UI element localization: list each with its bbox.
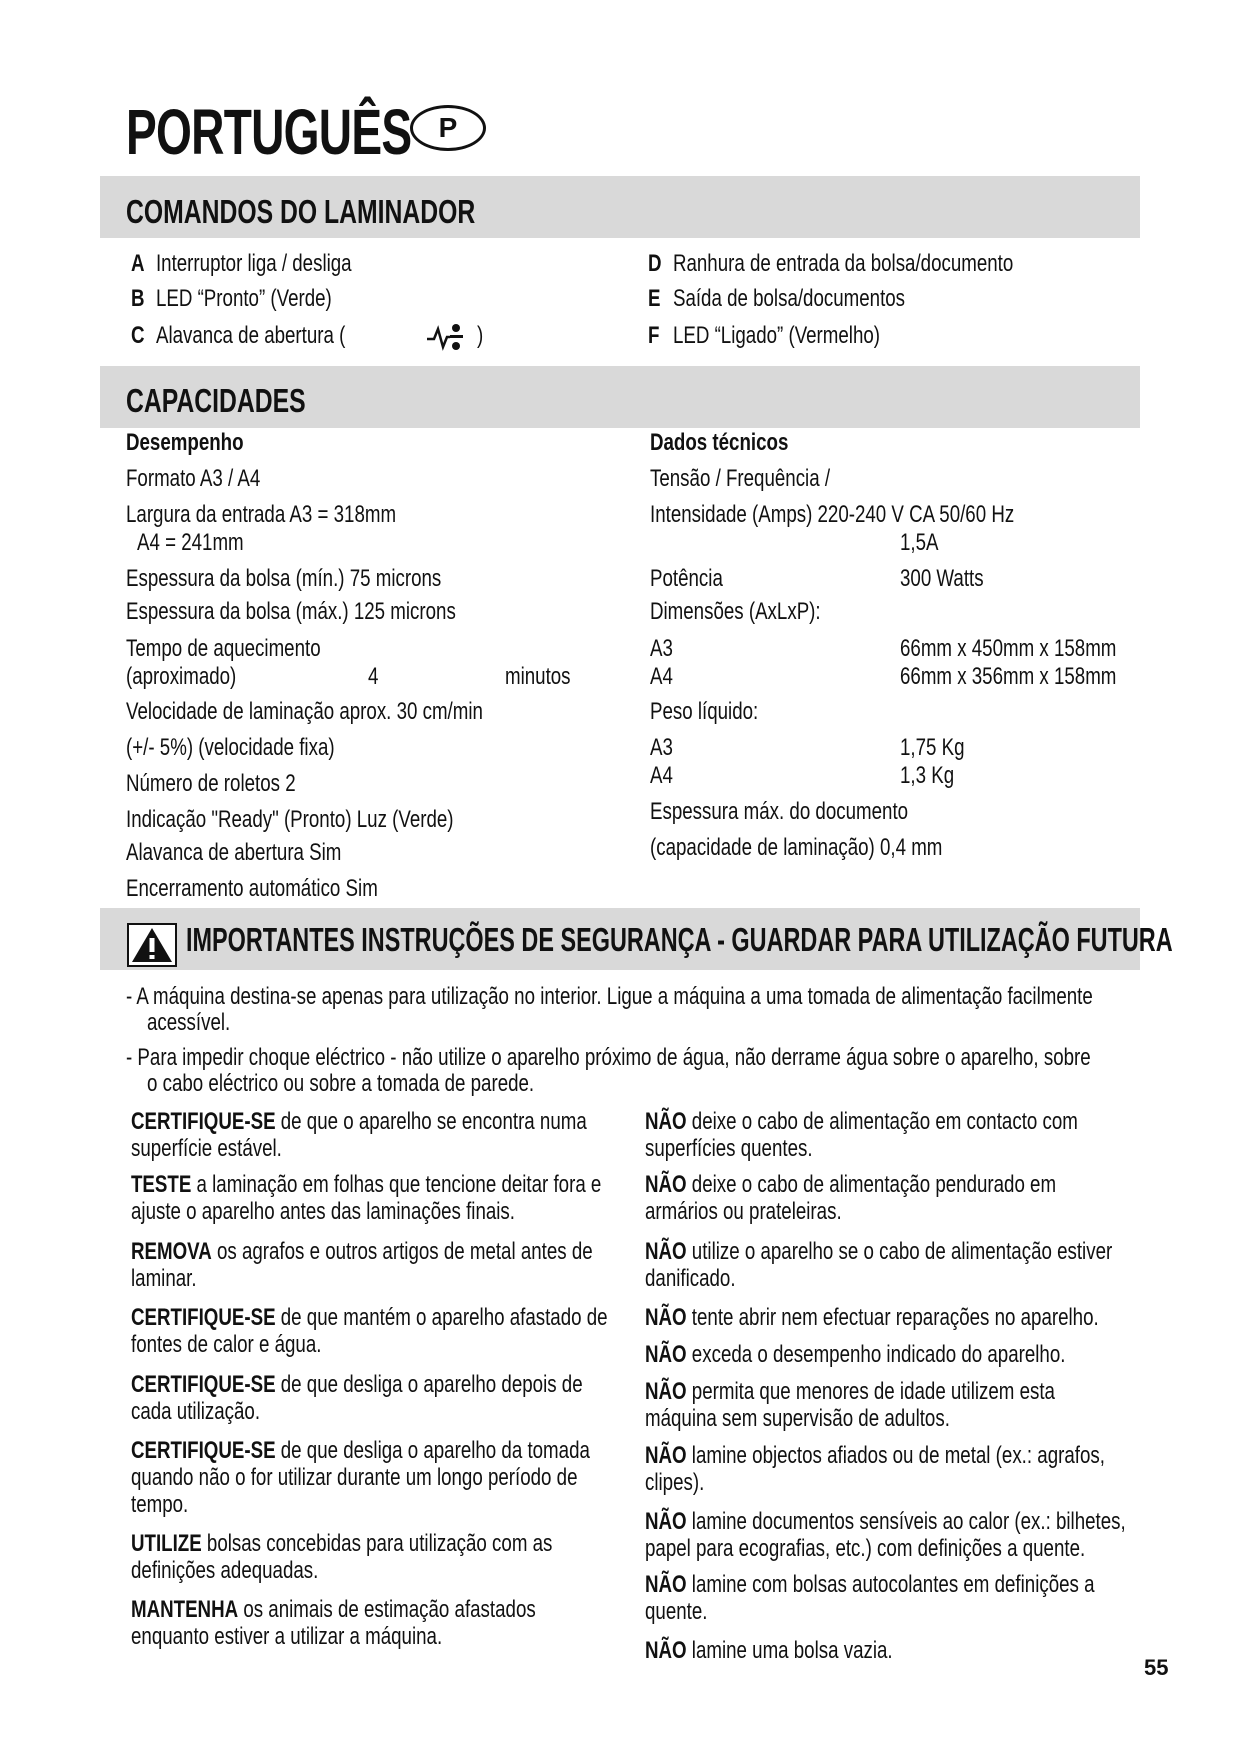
spec-release-lever: Alavanca de abertura Sim (126, 839, 342, 866)
controls-section-title: COMANDOS DO LAMINADOR (126, 193, 476, 230)
instruction-dont-adhesive-cont: quente. (645, 1598, 708, 1625)
instruction-do-use-pouches: UTILIZE bolsas concebidas para utilização com as (131, 1530, 553, 1557)
instruction-dont-children: NÃO permita que menores de idade utilizem esta (645, 1378, 1055, 1405)
spec-auto-shutoff: Encerramento automático Sim (126, 875, 378, 902)
performance-heading: Desempenho (126, 429, 244, 456)
spec-rollers: Número de roletos 2 (126, 770, 296, 797)
spec-entry-width-a4: A4 = 241mm (137, 529, 244, 556)
tech-dim-a3-value: 66mm x 450mm x 158mm (900, 635, 1117, 662)
tech-max-thickness-label: Espessura máx. do documento (650, 798, 909, 825)
lever-open-icon (426, 322, 466, 352)
tech-power-label: Potência (650, 565, 723, 592)
instruction-do-unplug-cont2: tempo. (131, 1491, 189, 1518)
instruction-do-heat-cont: fontes de calor e água. (131, 1331, 322, 1358)
instruction-do-test: TESTE a laminação em folhas que tencione deitar fora e (131, 1171, 602, 1198)
instruction-do-remove-cont: laminar. (131, 1265, 197, 1292)
instruction-do-pets-cont: enquanto estiver a utilizar a máquina. (131, 1623, 443, 1650)
instruction-dont-sharp: NÃO lamine objectos afiados ou de metal (ex.: agrafos, (645, 1442, 1105, 1469)
spec-warmup-approx: (aproximado) (126, 663, 237, 690)
instruction-do-heat: CERTIFIQUE-SE de que mantém o aparelho afastado de (131, 1304, 608, 1331)
instruction-dont-hot-surface: NÃO deixe o cabo de alimentação em contacto com (645, 1108, 1078, 1135)
safety-bullet-shock: - Para impedir choque eléctrico - não utilize o aparelho próximo de água, não derrame água sobre o aparelho, sobre (126, 1044, 1091, 1071)
page-title: PORTUGUÊS (126, 96, 412, 168)
warning-icon (127, 923, 177, 967)
instruction-dont-hang-cord-cont: armários ou prateleiras. (645, 1198, 842, 1225)
control-item-c: C Alavanca de abertura ( (131, 322, 346, 349)
tech-current: Intensidade (Amps) 220-240 V CA 50/60 Hz (650, 501, 1015, 528)
instruction-dont-hot-surface-cont: superfícies quentes. (645, 1135, 813, 1162)
tech-voltage-label: Tensão / Frequência / (650, 465, 831, 492)
control-item-d: D Ranhura de entrada da bolsa/documento (648, 250, 1014, 277)
instruction-do-stable: CERTIFIQUE-SE de que o aparelho se encontra numa (131, 1108, 587, 1135)
spec-ready-indicator: Indicação "Ready" (Pronto) Luz (Verde) (126, 806, 454, 833)
spec-speed-tolerance: (+/- 5%) (velocidade fixa) (126, 734, 335, 761)
spec-pouch-min: Espessura da bolsa (mín.) 75 microns (126, 565, 442, 592)
tech-dimensions-label: Dimensões (AxLxP): (650, 598, 821, 625)
control-item-a: A Interruptor liga / desliga (131, 250, 352, 277)
spec-speed: Velocidade de laminação aprox. 30 cm/min (126, 698, 483, 725)
capacities-section-title: CAPACIDADES (126, 382, 306, 419)
instruction-do-stable-cont: superfície estável. (131, 1135, 282, 1162)
tech-dim-a4-value: 66mm x 356mm x 158mm (900, 663, 1117, 690)
instruction-do-use-pouches-cont: definições adequadas. (131, 1557, 319, 1584)
instruction-dont-sharp-cont: clipes). (645, 1469, 705, 1496)
spec-warmup-unit: minutos (505, 663, 571, 690)
tech-max-thickness-value: (capacidade de laminação) 0,4 mm (650, 834, 943, 861)
spec-entry-width-a3: Largura da entrada A3 = 318mm (126, 501, 397, 528)
instruction-dont-heat-sensitive: NÃO lamine documentos sensíveis ao calor (ex.: bilhetes, (645, 1508, 1126, 1535)
instruction-dont-hang-cord: NÃO deixe o cabo de alimentação pendurado em (645, 1171, 1057, 1198)
spec-pouch-max: Espessura da bolsa (máx.) 125 microns (126, 598, 456, 625)
tech-weight-a4-label: A4 (650, 762, 673, 789)
spec-warmup-value: 4 (368, 663, 379, 690)
instruction-dont-exceed: NÃO exceda o desempenho indicado do aparelho. (645, 1341, 1066, 1368)
instruction-dont-damaged-cord: NÃO utilize o aparelho se o cabo de alimentação estiver (645, 1238, 1113, 1265)
instruction-dont-empty-pouch: NÃO lamine uma bolsa vazia. (645, 1637, 893, 1664)
instruction-do-test-cont: ajuste o aparelho antes das laminações finais. (131, 1198, 516, 1225)
control-item-b: B LED “Pronto” (Verde) (131, 285, 332, 312)
instruction-do-switchoff: CERTIFIQUE-SE de que desliga o aparelho depois de (131, 1371, 583, 1398)
instruction-dont-heat-sensitive-cont: papel para ecografias, etc.) com definições a quente. (645, 1535, 1086, 1562)
tech-weight-a3-value: 1,75 Kg (900, 734, 965, 761)
control-item-f: F LED “Ligado” (Vermelho) (648, 322, 881, 349)
safety-bullet-shock-cont: o cabo eléctrico ou sobre a tomada de parede. (147, 1070, 535, 1097)
safety-section-title: IMPORTANTES INSTRUÇÕES DE SEGURANÇA - GUARDAR PARA UTILIZAÇÃO FUTURA (186, 921, 1173, 958)
control-item-c-end: ) (477, 322, 484, 349)
instruction-do-unplug-cont: quando não o for utilizar durante um longo período de (131, 1464, 578, 1491)
tech-dim-a4-label: A4 (650, 663, 673, 690)
tech-power-value: 300 Watts (900, 565, 984, 592)
safety-bullet-indoor: - A máquina destina-se apenas para utilização no interior. Ligue a máquina a uma tomada de alimentação facilmente (126, 983, 1093, 1010)
tech-weight-a3-label: A3 (650, 734, 673, 761)
instruction-do-unplug: CERTIFIQUE-SE de que desliga o aparelho da tomada (131, 1437, 590, 1464)
instruction-dont-repair: NÃO tente abrir nem efectuar reparações no aparelho. (645, 1304, 1099, 1331)
instruction-dont-children-cont: máquina sem supervisão de adultos. (645, 1405, 950, 1432)
spec-format: Formato A3 / A4 (126, 465, 261, 492)
tech-dim-a3-label: A3 (650, 635, 673, 662)
language-badge: P (410, 105, 486, 151)
instruction-do-pets: MANTENHA os animais de estimação afastados (131, 1596, 536, 1623)
tech-weight-label: Peso líquido: (650, 698, 759, 725)
instruction-dont-damaged-cord-cont: danificado. (645, 1265, 736, 1292)
page-number: 55 (1144, 1655, 1169, 1680)
tech-amps-value: 1,5A (900, 529, 939, 556)
spec-warmup-label: Tempo de aquecimento (126, 635, 321, 662)
tech-weight-a4-value: 1,3 Kg (900, 762, 955, 789)
control-item-e: E Saída de bolsa/documentos (648, 285, 906, 312)
instruction-do-remove: REMOVA os agrafos e outros artigos de metal antes de (131, 1238, 593, 1265)
technical-heading: Dados técnicos (650, 429, 789, 456)
instruction-do-switchoff-cont: cada utilização. (131, 1398, 261, 1425)
instruction-dont-adhesive: NÃO lamine com bolsas autocolantes em definições a (645, 1571, 1095, 1598)
safety-bullet-indoor-cont: acessível. (147, 1009, 231, 1036)
